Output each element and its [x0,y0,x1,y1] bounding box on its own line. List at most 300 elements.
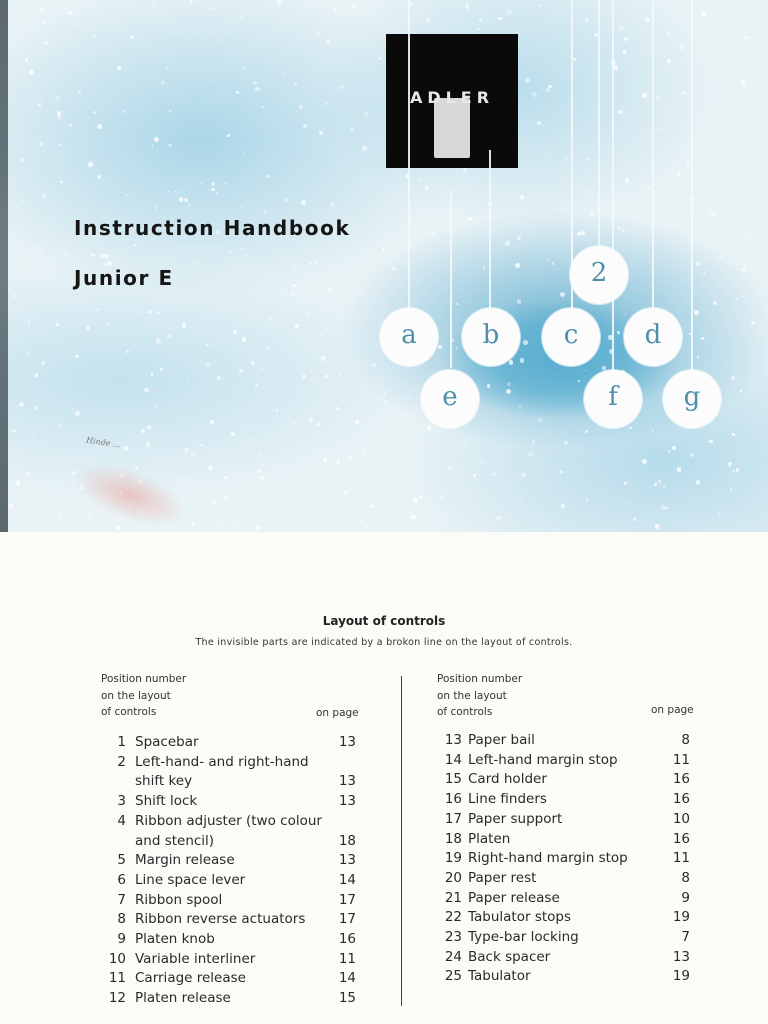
texture-speck [379,57,382,60]
left-on-page-label: on page [316,707,359,719]
texture-speck [168,191,169,192]
control-number: 25 [444,968,462,985]
texture-speck [206,363,210,367]
texture-speck [265,346,268,349]
control-page-number: 11 [672,751,690,768]
texture-speck [372,363,376,367]
texture-speck [276,460,278,462]
texture-speck [206,343,209,346]
texture-speck [177,478,179,480]
texture-speck [443,222,445,224]
texture-speck [741,80,745,84]
texture-speck [483,266,486,269]
texture-speck [170,327,172,329]
texture-speck [344,491,348,495]
control-label: Card holder [468,771,547,788]
texture-speck [96,308,99,311]
texture-speck [19,402,24,407]
texture-speck [321,333,323,335]
control-label: Variable interliner [135,950,256,967]
right-column-header [437,671,522,721]
control-label: Line finders [468,791,547,808]
logo-text: ADLER [409,88,495,107]
texture-speck [43,21,46,24]
texture-speck [496,516,500,520]
texture-speck [236,91,239,94]
control-number: 7 [117,891,126,908]
control-page-number: 13 [338,773,356,790]
texture-speck [12,429,16,433]
texture-speck [286,487,288,489]
texture-speck [55,96,60,101]
texture-speck [134,244,136,246]
control-label: shift key [135,773,193,790]
texture-speck [328,288,332,292]
texture-speck [184,448,188,452]
texture-speck [57,111,61,115]
texture-speck [221,525,226,530]
texture-speck [585,18,589,22]
control-number: 5 [117,852,126,869]
texture-speck [153,3,157,7]
texture-speck [161,81,165,85]
texture-speck [663,485,667,489]
texture-speck [560,470,563,473]
texture-speck [251,361,255,365]
page-edge [0,0,8,532]
texture-speck [351,128,353,130]
texture-speck [667,31,671,35]
texture-speck [16,482,20,486]
texture-speck [210,79,213,82]
texture-speck [623,50,627,54]
texture-speck [76,24,79,27]
texture-speck [418,424,420,426]
texture-speck [686,161,690,165]
texture-speck [323,457,327,461]
texture-speck [29,70,34,75]
texture-speck [315,449,317,451]
texture-speck [463,168,467,172]
texture-speck [148,310,152,314]
texture-speck [403,497,405,499]
left-column-header [101,671,186,721]
texture-speck [34,406,38,410]
texture-speck [32,433,34,435]
texture-speck [191,452,196,457]
texture-speck [123,110,126,113]
texture-speck [97,124,102,129]
texture-speck [473,474,476,477]
texture-speck [464,462,465,463]
texture-speck [65,252,68,255]
texture-speck [280,305,282,307]
texture-speck [465,3,469,7]
handwritten-signature: Hinde ... [85,435,122,450]
control-page-number: 11 [672,850,690,867]
texture-speck [339,373,341,375]
texture-speck [220,39,222,41]
texture-speck [425,186,430,191]
control-label: Ribbon spool [135,891,223,908]
control-label: Tabulator stops [468,909,572,926]
control-label: Platen release [135,990,231,1007]
texture-speck [264,210,267,213]
control-label: Platen knob [135,931,215,947]
texture-speck [520,195,525,200]
texture-speck [164,21,165,22]
texture-speck [573,192,574,193]
texture-speck [66,45,68,47]
texture-speck [56,323,59,326]
control-page-number: 19 [672,909,690,926]
texture-speck [348,456,353,461]
texture-speck [337,302,338,303]
texture-speck [468,217,472,221]
texture-speck [25,58,28,61]
texture-speck [370,505,373,508]
texture-speck [353,298,356,301]
texture-speck [88,514,90,516]
texture-speck [22,200,24,202]
texture-speck [272,250,273,251]
texture-speck [341,304,343,306]
texture-speck [170,355,172,357]
adler-logo [386,34,518,168]
texture-speck [336,407,339,410]
control-page-number: 8 [681,732,690,748]
texture-speck [732,470,735,473]
texture-speck [299,32,300,33]
control-label: Paper support [468,810,563,827]
texture-speck [293,284,296,287]
texture-speck [557,212,558,213]
texture-speck [672,225,674,227]
texture-speck [229,250,232,253]
texture-speck [313,42,314,43]
control-label: Left-hand- and right-hand [135,753,309,770]
control-label: Ribbon adjuster (two colour [135,812,322,829]
texture-speck [193,262,196,265]
texture-speck [89,213,91,215]
texture-speck [355,420,359,424]
control-label: Left-hand margin stop [468,751,618,768]
texture-speck [697,356,699,358]
texture-speck [326,40,330,44]
control-page-number: 13 [338,793,356,810]
control-number: 20 [444,869,462,886]
texture-speck [76,16,77,17]
texture-speck [413,498,417,502]
texture-speck [12,33,14,35]
texture-speck [507,10,511,14]
texture-speck [149,4,152,7]
texture-speck [732,433,735,436]
texture-speck [701,11,705,15]
control-page-number: 16 [672,771,690,788]
texture-speck [710,212,714,216]
texture-speck [75,411,80,416]
texture-speck [313,261,318,266]
texture-speck [702,151,706,155]
texture-speck [68,31,69,32]
texture-speck [713,301,717,305]
texture-speck [126,350,129,353]
texture-speck [667,59,671,63]
texture-speck [233,325,234,326]
texture-speck [13,294,17,298]
texture-speck [284,197,289,202]
texture-speck [479,18,482,21]
texture-speck [60,358,61,359]
texture-speck [736,298,738,300]
texture-speck [617,227,621,231]
texture-speck [250,311,251,312]
texture-speck [602,366,606,370]
texture-speck [144,388,148,392]
texture-speck [209,6,213,10]
texture-speck [729,465,731,467]
texture-speck [326,213,328,215]
texture-speck [184,198,188,202]
texture-speck [517,299,521,303]
texture-speck [482,213,483,214]
texture-speck [291,291,296,296]
texture-speck [117,66,121,70]
control-page-number: 17 [338,891,356,908]
texture-speck [59,144,61,146]
texture-speck [330,202,335,207]
texture-speck [508,518,509,519]
texture-speck [690,453,694,457]
texture-speck [293,422,295,424]
control-page-number: 14 [338,871,356,888]
texture-speck [538,418,542,422]
texture-speck [365,525,368,528]
texture-speck [240,16,242,18]
control-number: 15 [444,771,462,788]
texture-speck [152,145,154,147]
texture-speck [509,360,514,365]
texture-speck [23,248,25,250]
texture-speck [261,368,263,370]
header-line: on the layout [437,689,507,702]
texture-speck [259,452,263,456]
texture-speck [431,232,435,236]
texture-speck [82,45,83,46]
control-number: 19 [444,850,462,867]
texture-speck [658,480,661,483]
texture-speck [703,272,707,276]
control-label: Spacebar [135,734,199,750]
texture-speck [86,326,91,331]
texture-speck [361,451,365,455]
texture-speck [456,303,458,305]
texture-speck [237,520,239,522]
texture-speck [537,121,541,125]
texture-speck [652,430,654,432]
texture-speck [438,345,442,349]
texture-speck [303,124,308,129]
texture-speck [172,332,173,333]
texture-speck [733,53,735,55]
control-page-number: 15 [338,990,356,1007]
texture-speck [411,515,416,520]
texture-speck [431,461,433,463]
texture-speck [427,426,431,430]
cover-title: Instruction Handbook [74,216,351,240]
texture-speck [75,355,79,359]
ball-string [450,190,452,368]
ball-f: f [584,370,642,428]
texture-speck [618,110,622,114]
texture-speck [538,4,541,7]
texture-speck [181,422,183,424]
texture-speck [34,49,35,50]
texture-speck [547,259,549,261]
texture-speck [325,375,329,379]
texture-speck [241,248,243,250]
texture-speck [419,495,422,498]
texture-speck [639,145,640,146]
texture-speck [519,498,521,500]
texture-speck [38,103,41,106]
texture-speck [182,478,186,482]
texture-speck [257,470,261,474]
texture-speck [715,323,716,324]
right-on-page-label: on page [651,704,694,716]
texture-speck [352,5,355,8]
texture-speck [20,158,24,162]
texture-speck [694,310,698,314]
texture-speck [211,188,215,192]
texture-speck [308,407,310,409]
texture-speck [249,437,252,440]
control-number: 10 [108,950,126,967]
texture-speck [409,396,411,398]
texture-speck [40,251,42,253]
texture-speck [614,65,619,70]
texture-speck [262,106,264,108]
control-page-number: 16 [672,791,690,808]
texture-speck [548,85,551,88]
texture-speck [666,507,668,509]
texture-speck [256,526,260,530]
texture-speck [156,339,161,344]
texture-speck [734,419,735,420]
texture-speck [585,370,586,371]
control-page-number: 16 [338,931,356,947]
texture-speck [93,111,96,114]
texture-speck [372,2,373,3]
texture-speck [672,446,676,450]
texture-speck [294,82,297,85]
texture-speck [200,183,202,185]
texture-speck [307,313,310,316]
texture-speck [311,370,313,372]
ball-a: a [380,308,438,366]
texture-speck [28,456,29,457]
texture-speck [364,112,369,117]
control-number: 17 [444,810,462,827]
texture-speck [321,356,326,361]
texture-speck [751,321,755,325]
texture-speck [182,323,186,327]
texture-speck [552,262,554,264]
ball-c: c [542,308,600,366]
texture-speck [525,78,530,83]
texture-speck [680,45,684,49]
texture-speck [191,522,194,525]
texture-speck [234,452,235,453]
texture-speck [167,334,172,339]
texture-speck [581,231,585,235]
texture-speck [477,28,480,31]
texture-speck [482,462,484,464]
texture-speck [227,134,230,137]
texture-speck [39,142,44,147]
texture-speck [566,158,568,160]
texture-speck [661,505,666,510]
texture-speck [200,444,203,447]
texture-speck [448,466,453,471]
texture-speck [239,369,243,373]
texture-speck [319,131,323,135]
texture-speck [277,0,282,5]
control-number: 3 [117,793,126,810]
control-page-number: 9 [681,889,690,906]
ball-g: g [663,370,721,428]
texture-speck [339,85,343,89]
texture-speck [179,197,184,202]
texture-speck [116,526,120,530]
texture-speck [224,476,227,479]
control-page-number: 18 [338,832,356,849]
texture-speck [586,157,590,161]
texture-speck [578,380,580,382]
control-label: Ribbon reverse actuators [135,911,306,928]
texture-speck [130,35,134,39]
texture-speck [36,246,39,249]
texture-speck [382,248,385,251]
control-number: 1 [117,734,126,750]
control-number: 21 [444,889,462,906]
texture-speck [213,500,217,504]
texture-speck [242,337,247,342]
texture-speck [309,262,311,264]
texture-speck [464,444,467,447]
texture-speck [647,187,651,191]
texture-speck [362,146,367,151]
texture-speck [176,103,177,104]
texture-speck [28,321,31,324]
texture-speck [331,403,332,404]
texture-speck [731,376,735,380]
texture-speck [108,323,110,325]
texture-speck [585,430,588,433]
texture-speck [749,236,752,239]
texture-speck [59,424,62,427]
texture-speck [194,347,196,349]
texture-speck [629,427,632,430]
texture-speck [452,6,455,9]
cover-model: Junior E [74,266,174,290]
control-label: Type-bar locking [468,929,579,945]
texture-speck [668,450,671,453]
texture-speck [719,255,723,259]
texture-speck [239,2,242,5]
control-label: Carriage release [135,970,246,987]
